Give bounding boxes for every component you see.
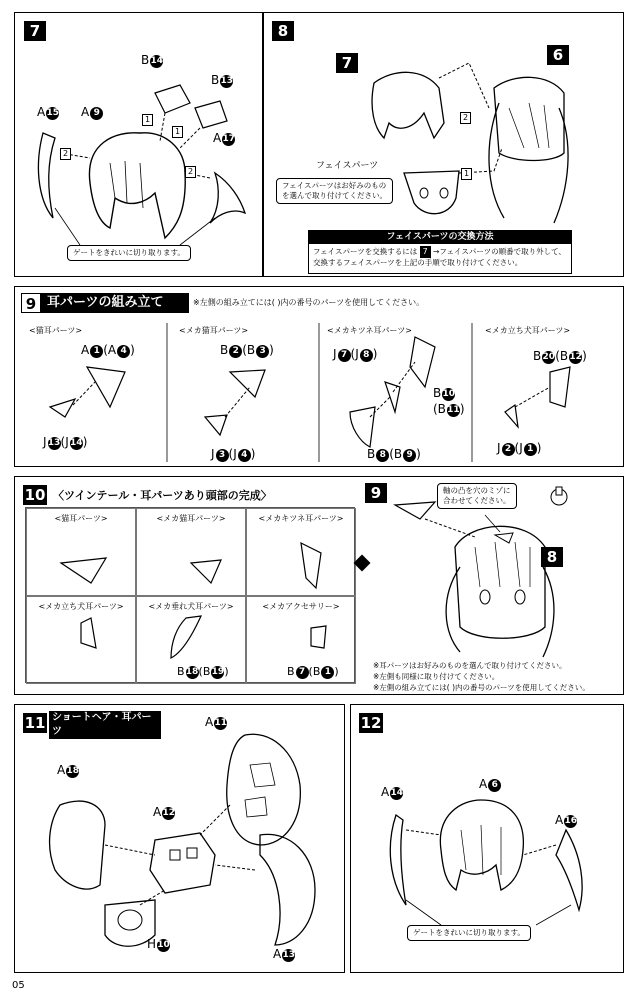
col1-upper: A 1 (A 4 ) bbox=[81, 343, 135, 357]
step7-number: 7 bbox=[24, 21, 46, 41]
grid-cell-cat: <猫耳パーツ> bbox=[26, 508, 136, 596]
label-a12: A12 bbox=[153, 805, 175, 819]
step10-label9: 9 bbox=[365, 483, 387, 503]
label-part6: 6 bbox=[547, 45, 569, 65]
face-parts-note: フェイスパーツはお好みのもの を選んで取り付けてください。 bbox=[276, 178, 393, 204]
grid-cell-mecha-fox: <メカキツネ耳パーツ> bbox=[246, 508, 356, 596]
col4-lower: J 2 (J 1 ) bbox=[497, 441, 542, 455]
align-note: 軸の凸を穴のミゾに 合わせてください。 bbox=[437, 483, 517, 509]
step8-panel bbox=[263, 12, 624, 277]
label-a17: A17 bbox=[213, 131, 235, 145]
col3-right: B10 (B11) bbox=[433, 386, 465, 416]
grid-cell-mecha-accessory: <メカアクセサリー> B 7 (B 1 ) bbox=[246, 596, 356, 684]
label-h10: H10 bbox=[147, 937, 170, 951]
arrow-label-1b: 1 bbox=[172, 123, 183, 138]
label-b14: B14 bbox=[141, 53, 163, 67]
col3-upper: J 7 (J 8 ) bbox=[333, 347, 378, 361]
col2-title: <メカ猫耳パーツ> bbox=[179, 326, 249, 335]
col2-lower: J 3 (J 4 ) bbox=[211, 447, 256, 461]
label-b13: B13 bbox=[211, 73, 233, 87]
arrow-label-2a: 2 bbox=[60, 145, 71, 160]
col2-upper: B 2 (B 3 ) bbox=[220, 343, 274, 357]
col3-lower: B 8 (B 9 ) bbox=[367, 447, 421, 461]
label-a11: A11 bbox=[205, 715, 227, 729]
step9-note: ※左側の組み立てには( )内の番号のパーツを使用してください。 bbox=[193, 298, 425, 307]
col4-title: <メカ立ち犬耳パーツ> bbox=[485, 326, 571, 335]
step10-note1: ※耳パーツはお好みのものを選んで取り付けてください。 bbox=[373, 661, 567, 670]
label-a9: A 9 bbox=[81, 105, 103, 120]
label-a18: A18 bbox=[57, 763, 79, 777]
exchange-title: フェイスパーツの交換方法 bbox=[309, 231, 571, 244]
step11-title: ショートヘア・耳パーツ なし頭部の組み立て bbox=[49, 711, 161, 739]
exchange-line2: 交換するフェイスパーツを上記の手順で取り付けてください。 bbox=[313, 258, 523, 267]
label-a16: A16 bbox=[555, 813, 577, 827]
grid-cell-mecha-dog-up: <メカ立ち犬耳パーツ> bbox=[26, 596, 136, 684]
step12-panel bbox=[350, 704, 624, 973]
step11-illustration bbox=[15, 705, 346, 974]
col3-title: <メカキツネ耳パーツ> bbox=[327, 326, 412, 335]
step10-number: 10 bbox=[24, 486, 46, 504]
step11-number: 11 bbox=[24, 714, 46, 732]
step9-number: 9 bbox=[21, 293, 41, 313]
arrow-label-1: 1 bbox=[461, 165, 472, 180]
label-a14: A14 bbox=[381, 785, 403, 799]
exchange-box bbox=[308, 230, 572, 274]
grid-cell-mecha-cat: <メカ猫耳パーツ> bbox=[136, 508, 246, 596]
label-a6: A 6 bbox=[479, 777, 501, 792]
gate-note: ゲートをきれいに切り取ります。 bbox=[67, 245, 191, 261]
step10-note2: ※左側も同様に取り付けてください。 bbox=[373, 672, 500, 681]
step10-note3: ※左側の組み立てには( )内の番号のパーツを使用してください。 bbox=[373, 683, 590, 692]
step12-number: 12 bbox=[360, 714, 382, 732]
arrow-label-2b: 2 bbox=[185, 163, 196, 178]
step9-title: 耳パーツの組み立て bbox=[47, 295, 164, 310]
step8-number: 8 bbox=[272, 21, 294, 41]
step10-panel bbox=[14, 476, 624, 695]
face-parts-label: フェイスパーツ bbox=[316, 161, 379, 171]
label-part7: 7 bbox=[336, 53, 358, 73]
arrow-label-2: 2 bbox=[460, 109, 471, 124]
step10-label8: 8 bbox=[541, 547, 563, 567]
col1-title: <猫耳パーツ> bbox=[29, 326, 83, 335]
arrow-label-1a: 1 bbox=[142, 111, 153, 126]
col1-lower: J13(J14) bbox=[43, 435, 88, 449]
label-a13: A13 bbox=[273, 947, 295, 961]
step7-panel bbox=[14, 12, 263, 277]
gate-note-12: ゲートをきれいに切り取ります。 bbox=[407, 925, 531, 941]
step10-title: 〈ツインテール・耳パーツあり頭部の完成〉 bbox=[53, 489, 272, 502]
page-number: 05 bbox=[12, 980, 25, 991]
grid-cell-mecha-dog-down: <メカ垂れ犬耳パーツ> B18(B19) bbox=[136, 596, 246, 684]
label-a15: A15 bbox=[37, 105, 59, 119]
col4-upper: B20(B12) bbox=[533, 349, 587, 363]
exchange-line1: フェイスパーツを交換するには 7 →フェイスパーツの順番で取り外して、 bbox=[313, 247, 566, 256]
step9-panel bbox=[14, 286, 624, 467]
step11-panel bbox=[14, 704, 345, 973]
